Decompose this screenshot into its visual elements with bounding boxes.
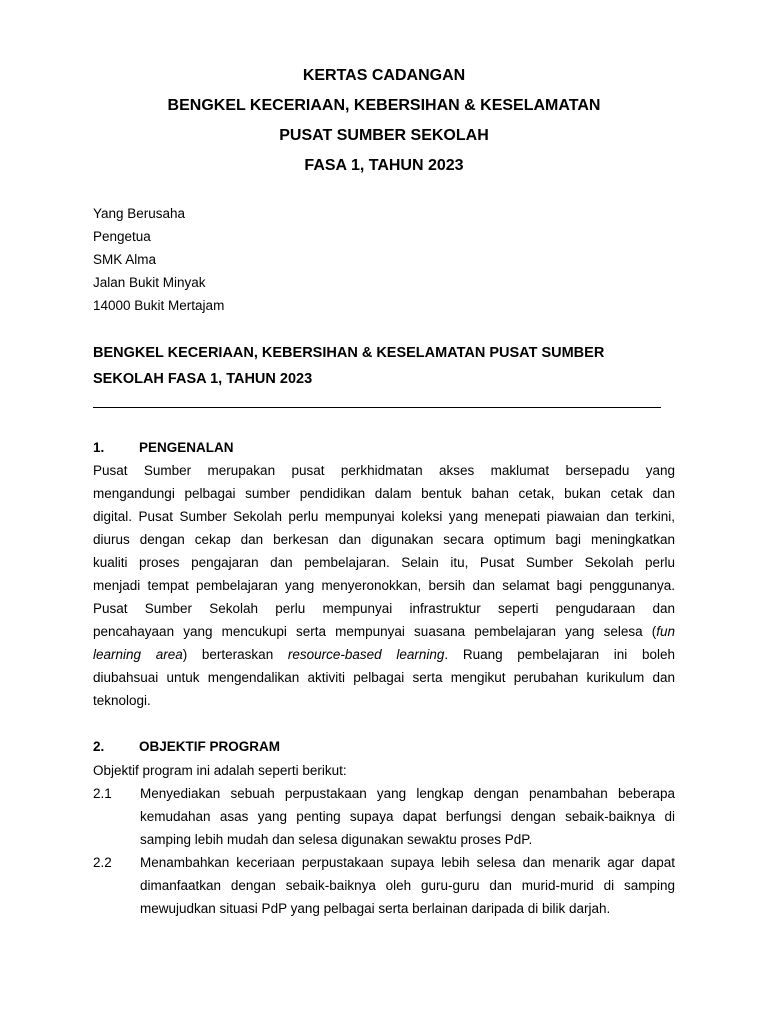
section-number: 2. [93, 739, 105, 754]
item-line: kemudahan asas yang penting supaya dapat berfungsi dengan sebaik-baiknya di [140, 809, 675, 824]
section-title: PENGENALAN [139, 440, 234, 455]
item-number: 2.1 [93, 786, 112, 801]
item-line: Menambahkan keceriaan perpustakaan supaya lebih selesa dan menarik agar dapat [140, 855, 675, 870]
item-line: samping lebih mudah dan selesa digunakan sewaktu proses PdP. [140, 832, 533, 847]
paragraph-text: . Ruang pembelajaran ini boleh [444, 647, 675, 662]
address-line: Yang Berusaha [93, 206, 186, 221]
address-line: SMK Alma [93, 252, 157, 267]
doc-subtitle-1: BENGKEL KECERIAAN, KEBERSIHAN & KESELAMATAN [167, 97, 601, 114]
section-heading-objektif [93, 738, 280, 756]
subject-underline [93, 407, 661, 408]
paragraph-line: menjadi tempat pembelajaran yang menyeronokkan, bersih dan selamat bagi penggunanya. [93, 578, 675, 593]
paragraph-line: teknologi. [93, 693, 151, 708]
subject-line: SEKOLAH FASA 1, TAHUN 2023 [93, 371, 313, 387]
item-number: 2.2 [93, 855, 112, 870]
address-line: 14000 Bukit Mertajam [93, 298, 225, 313]
doc-subtitle-2: PUSAT SUMBER SEKOLAH [279, 127, 489, 144]
paragraph-line: mengandungi pelbagai sumber pendidikan dalam bentuk bahan cetak, bukan cetak dan [93, 486, 675, 501]
paragraph-line: diubahsuai untuk mengendalikan aktiviti pelbagai serta mengikut perubahan kurikulum dan [93, 670, 675, 685]
section-intro: Objektif program ini adalah seperti berikut: [93, 763, 347, 778]
paragraph-line [93, 646, 675, 664]
paragraph-line: diurus dengan cekap dan berkesan dan digunakan secara optimum bagi meningkatkan [93, 532, 675, 547]
section-heading-pengenalan [93, 439, 234, 457]
item-line: mewujudkan situasi PdP yang pelbagai serta berlainan daripada di bilik darjah. [140, 901, 611, 916]
paragraph-text: ) berteraskan [182, 647, 288, 662]
section-title: OBJEKTIF PROGRAM [139, 739, 281, 754]
doc-title: KERTAS CADANGAN [302, 67, 466, 84]
item-line: dimanfaatkan dengan sebaik-baiknya oleh guru-guru dan murid-murid di samping [140, 878, 675, 893]
paragraph-line: Pusat Sumber merupakan pusat perkhidmatan akses maklumat bersepadu yang [93, 463, 675, 478]
address-line: Jalan Bukit Minyak [93, 275, 206, 290]
italic-term: resource-based learning [287, 647, 445, 662]
item-line: Menyediakan sebuah perpustakaan yang lengkap dengan penambahan beberapa [140, 786, 675, 801]
paragraph-line [93, 623, 675, 641]
paragraph-text: pencahayaan yang mencukupi serta mempunyai suasana pembelajaran yang selesa ( [93, 624, 657, 639]
paragraph-line: Pusat Sumber Sekolah perlu mempunyai infrastruktur seperti pengudaraan dan [93, 601, 675, 616]
paragraph-line: kualiti proses pengajaran dan pembelajaran. Selain itu, Pusat Sumber Sekolah perlu [93, 555, 675, 570]
italic-term: fun [656, 624, 675, 639]
section-number: 1. [93, 440, 105, 455]
address-line: Pengetua [93, 229, 151, 244]
doc-subtitle-3: FASA 1, TAHUN 2023 [304, 157, 464, 174]
subject-line: BENGKEL KECERIAAN, KEBERSIHAN & KESELAMATAN PUSAT SUMBER [93, 345, 605, 361]
paragraph-line: digital. Pusat Sumber Sekolah perlu mempunyai koleksi yang menepati piawaian dan terkini, [93, 509, 675, 524]
italic-term: learning area [93, 647, 183, 662]
